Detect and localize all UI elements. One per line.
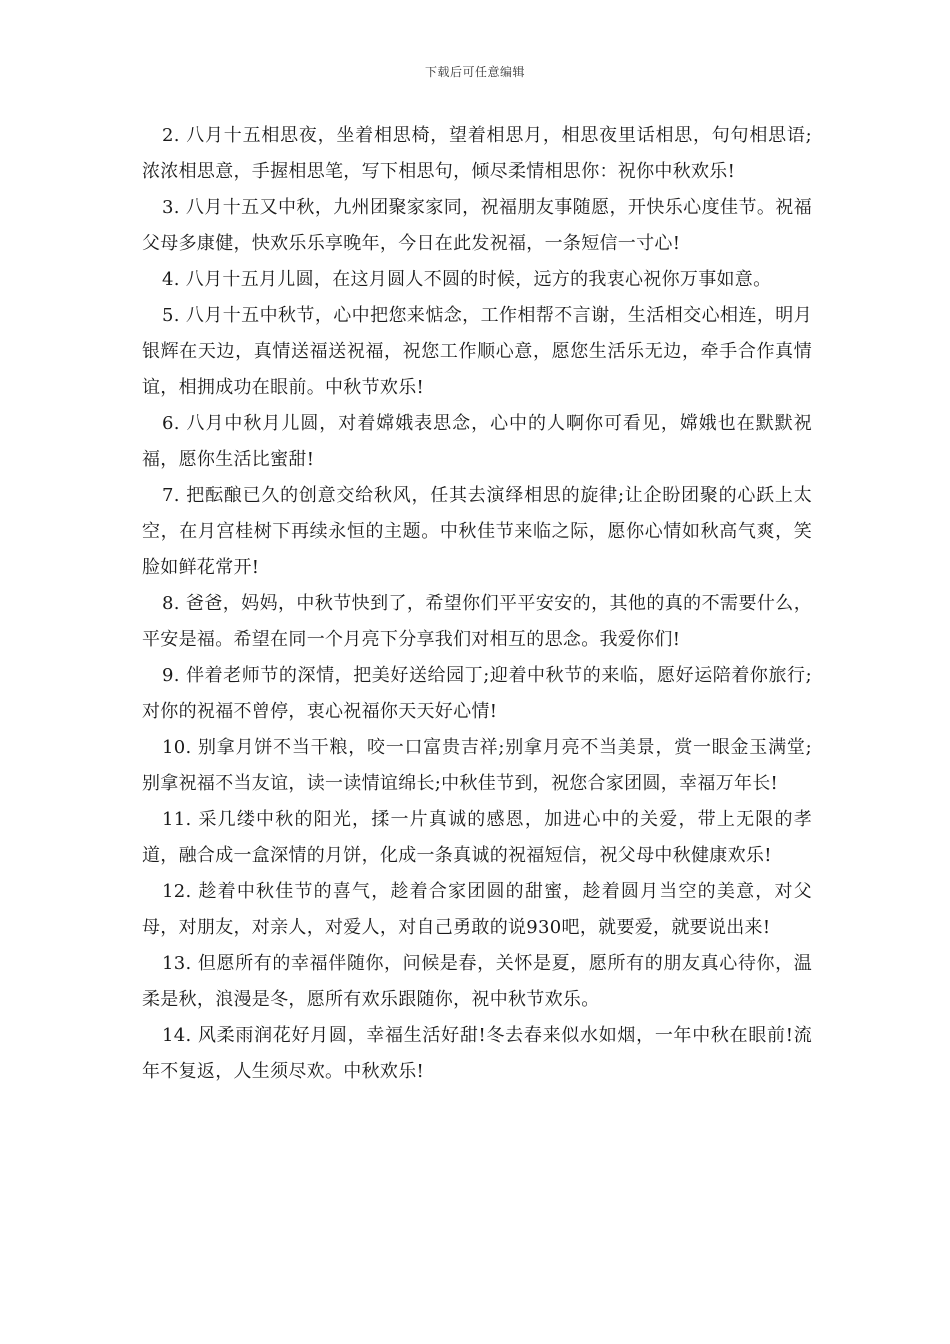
page-header: 下载后可任意编辑	[424, 65, 525, 79]
paragraph-7: 7. 把酝酿已久的创意交给秋风，任其去演绎相思的旋律;让企盼团聚的心跃上太空，在月宫桂树下再续永恒的主题。中秋佳节来临之际，愿你心情如秋高气爽，笑脸如鲜花常开!	[142, 485, 812, 578]
paragraph-4: 4. 八月十五月儿圆，在这月圆人不圆的时候，远方的我衷心祝你万事如意。	[162, 269, 772, 290]
paragraph-2: 2. 八月十五相思夜，坐着相思椅，望着相思月，相思夜里话相思，句句相思语;浓浓相思意，手握相思笔，写下相思句，倾尽柔情相思你：祝你中秋欢乐!	[142, 125, 812, 182]
paragraph-5: 5. 八月十五中秋节，心中把您来惦念，工作相帮不言谢，生活相交心相连，明月银辉在天边，真情送福送祝福，祝您工作顺心意，愿您生活乐无边，牵手合作真情谊，相拥成功在眼前。中秋节欢乐!	[142, 305, 812, 398]
paragraph-14: 14. 风柔雨润花好月圆，幸福生活好甜!冬去春来似水如烟，一年中秋在眼前!流年不复返，人生须尽欢。中秋欢乐!	[142, 1025, 812, 1082]
paragraph-8: 8. 爸爸，妈妈，中秋节快到了，希望你们平平安安的，其他的真的不需要什么，平安是福。希望在同一个月亮下分享我们对相互的思念。我爱你们!	[142, 593, 812, 650]
paragraph-12: 12. 趁着中秋佳节的喜气，趁着合家团圆的甜蜜，趁着圆月当空的美意，对父母，对朋友，对亲人，对爱人，对自己勇敢的说930吧，就要爱，就要说出来!	[142, 881, 812, 938]
paragraph-13: 13. 但愿所有的幸福伴随你，问候是春，关怀是夏，愿所有的朋友真心待你，温柔是秋，浪漫是冬，愿所有欢乐跟随你，祝中秋节欢乐。	[142, 953, 812, 1010]
paragraph-11: 11. 采几缕中秋的阳光，揉一片真诚的感恩，加进心中的关爱，带上无限的孝道，融合成一盒深情的月饼，化成一条真诚的祝福短信，祝父母中秋健康欢乐!	[142, 809, 812, 866]
paragraph-6: 6. 八月中秋月儿圆，对着嫦娥表思念，心中的人啊你可看见，嫦娥也在默默祝福，愿你生活比蜜甜!	[142, 413, 812, 470]
paragraph-9: 9. 伴着老师节的深情，把美好送给园丁;迎着中秋节的来临，愿好运陪着你旅行;对你的祝福不曾停，衷心祝福你天天好心情!	[142, 665, 812, 722]
document-body	[142, 118, 812, 1090]
paragraph-10: 10. 别拿月饼不当干粮，咬一口富贵吉祥;别拿月亮不当美景，赏一眼金玉满堂;别拿祝福不当友谊，读一读情谊绵长;中秋佳节到，祝您合家团圆，幸福万年长!	[142, 737, 812, 794]
paragraph-3: 3. 八月十五又中秋，九州团聚家家同，祝福朋友事随愿，开快乐心度佳节。祝福父母多康健，快欢乐乐享晚年，今日在此发祝福，一条短信一寸心!	[142, 197, 812, 254]
